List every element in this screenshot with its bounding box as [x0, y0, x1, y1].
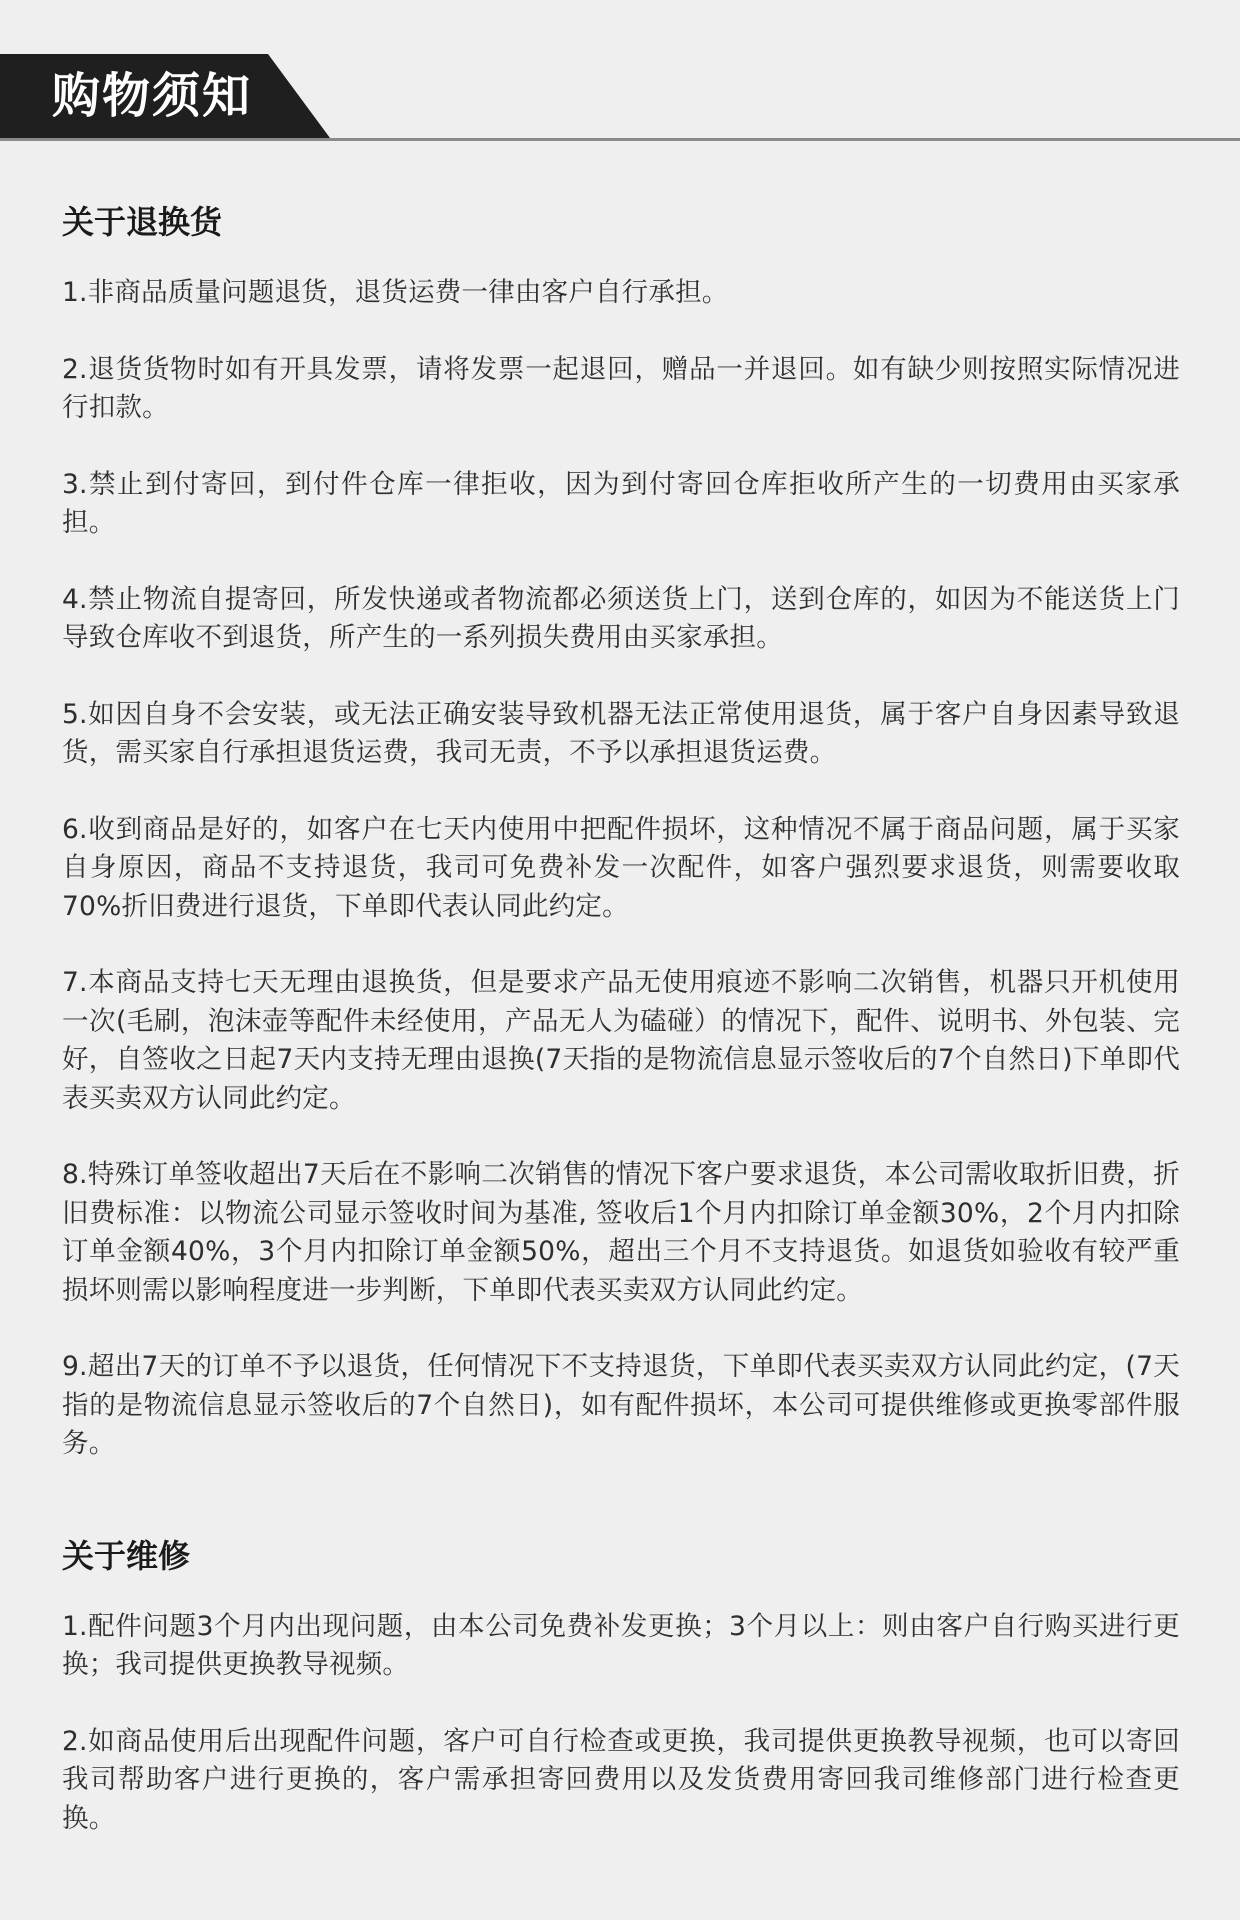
section-returns — [62, 200, 1180, 1464]
section-title-repair: 关于维修 — [62, 1536, 191, 1575]
returns-item-6: 6.收到商品是好的，如客户在七天内使用中把配件损坏，这种情况不属于商品问题，属于买家自身原因，商品不支持退货，我司可免费补发一次配件，如客户强烈要求退货，则需要收取70%折旧费进行退货，下单即代表认同此约定。 — [62, 813, 1180, 922]
returns-item-7: 7.本商品支持七天无理由退换货，但是要求产品无使用痕迹不影响二次销售，机器只开机使用一次(毛刷，泡沫壶等配件未经使用，产品无人为磕碰）的情况下，配件、说明书、外包装、完好，自签收之日起7天内支持无理由退换(7天指的是物流信息显示签收后的7个自然日)下单即代表买卖双方认同此约定。 — [62, 967, 1180, 1114]
repair-item-2: 2.如商品使用后出现配件问题，客户可自行检查或更换，我司提供更换教导视频，也可以寄回我司帮助客户进行更换的，客户需承担寄回费用以及发货费用寄回我司维修部门进行检查更换。 — [62, 1725, 1180, 1834]
returns-item-4: 4.禁止物流自提寄回，所发快递或者物流都必须送货上门，送到仓库的，如因为不能送货上门导致仓库收不到退货，所产生的一系列损失费用由买家承担。 — [62, 583, 1180, 653]
returns-item-3: 3.禁止到付寄回，到付件仓库一律拒收，因为到付寄回仓库拒收所产生的一切费用由买家承担。 — [62, 468, 1180, 538]
repair-item-1: 1.配件问题3个月内出现问题，由本公司免费补发更换；3个月以上：则由客户自行购买进行更换；我司提供更换教导视频。 — [62, 1610, 1180, 1680]
returns-item-8: 8.特殊订单签收超出7天后在不影响二次销售的情况下客户要求退货，本公司需收取折旧费，折旧费标准：以物流公司显示签收时间为基准, 签收后1个月内扣除订单金额30%，2个月内扣除订单金额40%，3个月内扣除订单金额50%，超出三个月不支持退货。如退货如验收有较严重损坏则需以影响程度进一步判断，下单即代表买卖双方认同此约定。 — [62, 1159, 1180, 1306]
returns-item-1: 1.非商品质量问题退货，退货运费一律由客户自行承担。 — [62, 277, 729, 308]
notice-content — [62, 200, 1180, 1876]
section-title-returns: 关于退换货 — [62, 203, 223, 241]
header-divider — [0, 138, 1240, 141]
section-repair — [62, 1534, 1180, 1839]
page-header — [0, 54, 1240, 140]
returns-item-2: 2.退货货物时如有开具发票，请将发票一起退回，赠品一并退回。如有缺少则按照实际情况进行扣款。 — [62, 353, 1180, 423]
page-title: 购物须知 — [52, 68, 253, 124]
returns-item-5: 5.如因自身不会安装，或无法正确安装导致机器无法正常使用退货，属于客户自身因素导致退货，需买家自行承担退货运费，我司无责，不予以承担退货运费。 — [62, 698, 1180, 768]
returns-item-9: 9.超出7天的订单不予以退货，任何情况下不支持退货，下单即代表买卖双方认同此约定，(7天指的是物流信息显示签收后的7个自然日)，如有配件损坏，本公司可提供维修或更换零部件服务。 — [62, 1351, 1180, 1459]
